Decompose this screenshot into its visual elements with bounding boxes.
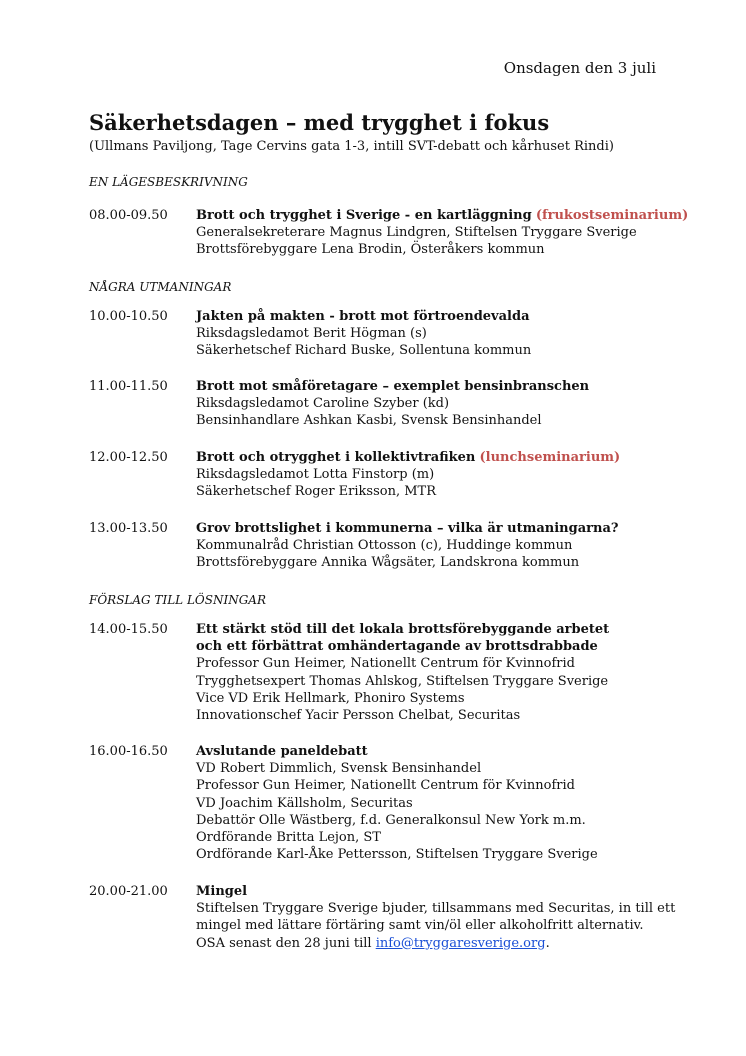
agenda-tag: (lunchseminarium) — [479, 450, 621, 465]
agenda-content — [196, 520, 676, 572]
agenda-headline: Mingel — [196, 884, 248, 899]
speaker-line: Ordförande Britta Lejon, ST — [196, 830, 381, 846]
section-label-1: EN LÄGESBESKRIVNING — [89, 175, 248, 189]
agenda-headline: Grov brottslighet i kommunerna – vilka är utmaningarna? — [196, 521, 619, 536]
agenda-content — [196, 378, 676, 430]
description-line: Stiftelsen Tryggare Sverige bjuder, tillsammans med Securitas, in till ett — [196, 901, 676, 917]
page-title: Säkerhetsdagen – med trygghet i fokus — [89, 110, 550, 135]
agenda-content — [196, 621, 676, 724]
agenda-time: 10.00-10.50 — [89, 309, 168, 324]
agenda-time: 20.00-21.00 — [89, 884, 168, 899]
speaker-line: Debattör Olle Wästberg, f.d. Generalkonsul New York m.m. — [196, 812, 586, 828]
speaker-line: Riksdagsledamot Caroline Szyber (kd) — [196, 396, 450, 412]
agenda-time: 11.00-11.50 — [89, 379, 168, 394]
section-label-3: FÖRSLAG TILL LÖSNINGAR — [89, 593, 267, 607]
speaker-line: Generalsekreterare Magnus Lindgren, Stiftelsen Tryggare Sverige — [196, 225, 637, 241]
speaker-line: VD Robert Dimmlich, Svensk Bensinhandel — [196, 761, 482, 777]
agenda-headline: Brott och otrygghet i kollektivtrafiken — [196, 450, 476, 465]
speaker-line: Brottsförebyggare Annika Wågsäter, Landskrona kommun — [196, 555, 580, 571]
agenda-time: 12.00-12.50 — [89, 450, 168, 465]
speaker-line: Brottsförebyggare Lena Brodin, Österåkers kommun — [196, 242, 545, 258]
speaker-line: Säkerhetschef Richard Buske, Sollentuna kommun — [196, 343, 532, 359]
speaker-line: Innovationschef Yacir Persson Chelbat, Securitas — [196, 708, 521, 724]
speaker-line: Bensinhandlare Ashkan Kasbi, Svensk Bensinhandel — [196, 413, 542, 429]
agenda-time: 14.00-15.50 — [89, 622, 168, 637]
osa-line — [196, 935, 676, 952]
speaker-line: Trygghetsexpert Thomas Ahlskog, Stiftelsen Tryggare Sverige — [196, 673, 609, 689]
agenda-time: 16.00-16.50 — [89, 744, 168, 759]
agenda-headline: Brott mot småföretagare – exemplet bensinbranschen — [196, 379, 590, 394]
agenda-content — [196, 449, 676, 501]
section-label-2: NÅGRA UTMANINGAR — [89, 280, 232, 294]
agenda-content — [196, 308, 676, 360]
speaker-line: Riksdagsledamot Lotta Finstorp (m) — [196, 467, 435, 483]
agenda-headline: Ett stärkt stöd till det lokala brottsförebyggande arbetet — [196, 622, 610, 637]
agenda-headline: Brott och trygghet i Sverige - en kartläggning — [196, 208, 532, 223]
agenda-headline: Jakten på makten - brott mot förtroendevalda — [196, 309, 530, 324]
speaker-line: Säkerhetschef Roger Eriksson, MTR — [196, 484, 436, 500]
speaker-line: Kommunalråd Christian Ottosson (c), Huddinge kommun — [196, 538, 573, 554]
agenda-tag: (frukostseminarium) — [535, 208, 689, 223]
venue-subtitle: (Ullmans Paviljong, Tage Cervins gata 1-3, intill SVT-debatt och kårhuset Rindi) — [89, 139, 614, 154]
agenda-time: 13.00-13.50 — [89, 521, 168, 536]
osa-suffix: . — [545, 935, 550, 951]
agenda-content — [196, 207, 689, 259]
agenda-content — [196, 743, 676, 863]
speaker-line: Ordförande Karl-Åke Pettersson, Stiftelsen Tryggare Sverige — [196, 847, 598, 863]
event-date: Onsdagen den 3 juli — [503, 59, 656, 77]
agenda-content — [196, 883, 676, 952]
agenda-time: 08.00-09.50 — [89, 208, 168, 223]
speaker-line: Professor Gun Heimer, Nationellt Centrum för Kvinnofrid — [196, 778, 575, 794]
agenda-headline: Avslutande paneldebatt — [196, 744, 368, 759]
rsvp-email-link[interactable]: info@tryggaresverige.org — [375, 935, 546, 951]
agenda-headline-continued: och ett förbättrat omhändertagande av brottsdrabbade — [196, 639, 598, 655]
speaker-line: Riksdagsledamot Berit Högman (s) — [196, 326, 427, 342]
speaker-line: Vice VD Erik Hellmark, Phoniro Systems — [196, 690, 465, 706]
description-line: mingel med lättare förtäring samt vin/öl eller alkoholfritt alternativ. — [196, 918, 644, 934]
osa-prefix: OSA senast den 28 juni till — [196, 935, 376, 951]
speaker-line: VD Joachim Källsholm, Securitas — [196, 795, 413, 811]
speaker-line: Professor Gun Heimer, Nationellt Centrum för Kvinnofrid — [196, 656, 575, 672]
